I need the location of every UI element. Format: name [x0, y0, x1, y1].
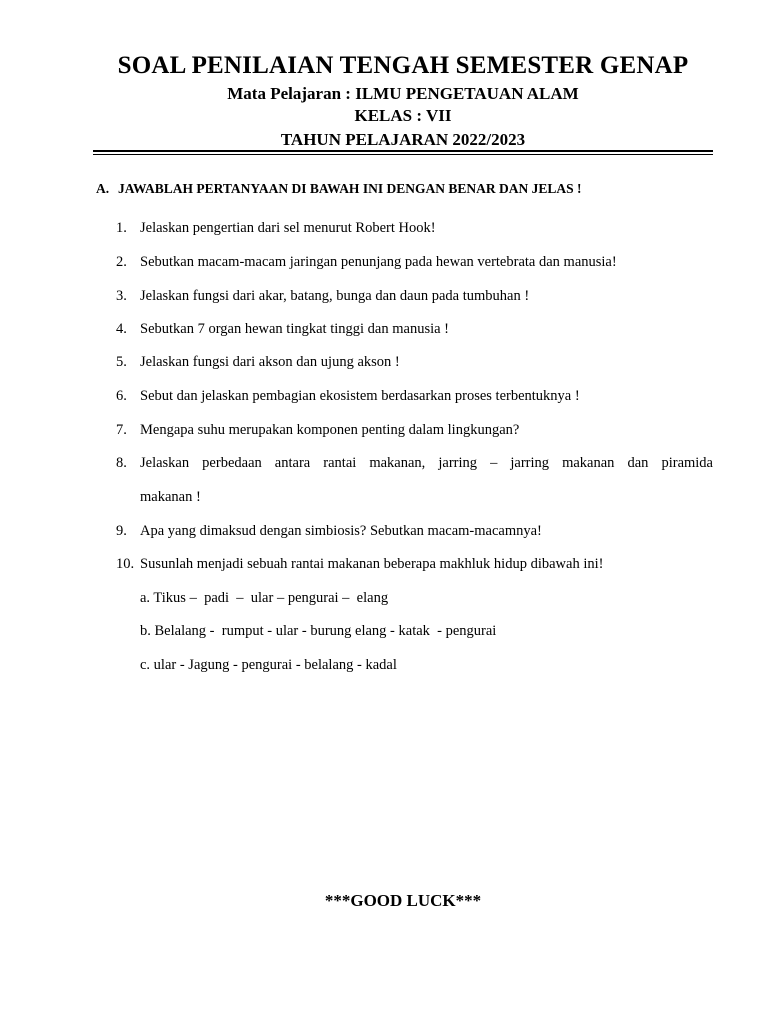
question-number: 9.	[116, 523, 127, 539]
question-number: 10.	[116, 556, 135, 572]
subject-line: Mata Pelajaran : ILMU PENGETAUAN ALAM	[227, 84, 579, 103]
question-text: Sebutkan 7 organ hewan tingkat tinggi dan manusia !	[140, 321, 450, 337]
section-letter: A.	[96, 181, 110, 196]
question-number: 4.	[116, 321, 127, 337]
class-line: KELAS : VII	[354, 106, 452, 125]
question-text: Sebutkan macam-macam jaringan penunjang pada hewan vertebrata dan manusia!	[140, 254, 617, 270]
food-chain-item: b. Belalang - rumput - ular - burung elang - katak - pengurai	[140, 623, 497, 639]
question-text-continued: makanan !	[140, 489, 201, 505]
question-number: 7.	[116, 422, 127, 438]
question-text: Susunlah menjadi sebuah rantai makanan beberapa makhluk hidup dibawah ini!	[140, 556, 604, 572]
question-number: 8.	[116, 455, 127, 471]
year-line: TAHUN PELAJARAN 2022/2023	[280, 130, 526, 149]
question-text: Sebut dan jelaskan pembagian ekosistem berdasarkan proses terbentuknya !	[140, 388, 580, 404]
header-divider-thick	[93, 150, 713, 152]
section-heading-text: JAWABLAH PERTANYAAN DI BAWAH INI DENGAN BENAR DAN JELAS !	[118, 181, 582, 196]
question-number: 1.	[116, 220, 127, 236]
header-divider-thin	[93, 154, 713, 155]
food-chain-item: c. ular - Jagung - pengurai - belalang - kadal	[140, 657, 397, 673]
question-text: Jelaskan perbedaan antara rantai makanan, jarring – jarring makanan dan piramida	[140, 455, 713, 471]
question-text: Mengapa suhu merupakan komponen penting dalam lingkungan?	[140, 422, 520, 438]
food-chain-item: a. Tikus – padi – ular – pengurai – elang	[140, 590, 389, 606]
question-text: Jelaskan fungsi dari akar, batang, bunga dan daun pada tumbuhan !	[140, 288, 530, 304]
question-number: 6.	[116, 388, 127, 404]
closing-message: ***GOOD LUCK***	[324, 891, 482, 910]
question-text: Jelaskan fungsi dari akson dan ujung akson !	[140, 354, 400, 370]
section-heading	[96, 181, 581, 197]
question-number: 2.	[116, 254, 127, 270]
question-text: Apa yang dimaksud dengan simbiosis? Sebutkan macam-macamnya!	[140, 523, 542, 539]
question-text: Jelaskan pengertian dari sel menurut Robert Hook!	[140, 220, 436, 236]
page-title: SOAL PENILAIAN TENGAH SEMESTER GENAP	[117, 52, 689, 79]
question-number: 5.	[116, 354, 127, 370]
question-number: 3.	[116, 288, 127, 304]
